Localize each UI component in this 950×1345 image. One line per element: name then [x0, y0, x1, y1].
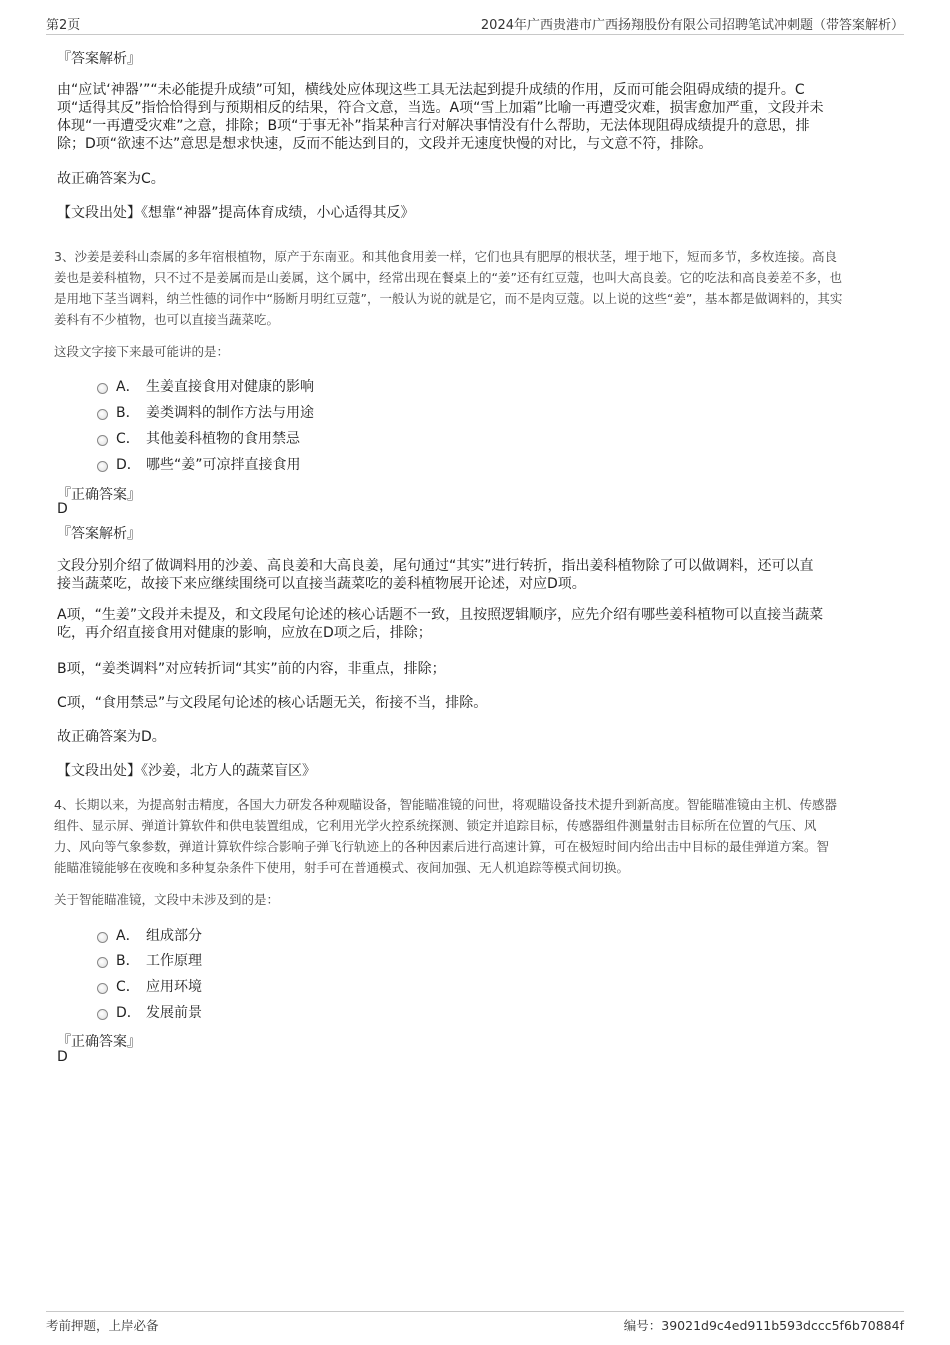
q3-analysis-para: C项，“食用禁忌”与文段尾句论述的核心话题无关，衔接不当，排除。	[57, 695, 488, 711]
radio-icon[interactable]	[97, 409, 108, 420]
q2-analysis-line: 由“应试‘神器’”“未必能提升成绩”可知，横线处应体现这些工具无法起到提升成绩的作用，反而可能会阻碍成绩的提升。C	[57, 82, 805, 98]
document-title: 2024年广西贵港市广西扬翔股份有限公司招聘笔试冲刺题（带答案解析）	[480, 18, 904, 33]
q4-answer-label: 『正确答案』	[57, 1034, 141, 1050]
q3-option-a[interactable]: A． 生姜直接食用对健康的影响	[97, 376, 314, 396]
q4-option-b[interactable]: B． 工作原理	[97, 950, 202, 970]
q2-analysis-line: 体现“一再遭受灾难”之意，排除；B项“于事无补”指某种言行对解决事情没有什么帮助，无法体现阻碍成绩提升的意思，排	[57, 118, 810, 134]
radio-icon[interactable]	[97, 383, 108, 394]
q2-analysis	[57, 81, 892, 153]
q4-answer: D	[57, 1049, 68, 1065]
radio-icon[interactable]	[97, 932, 108, 943]
footer-slogan: 考前押题，上岸必备	[46, 1318, 159, 1333]
q3-para-line: 吃，再介绍直接食用对健康的影响，应放在D项之后，排除；	[57, 625, 432, 641]
q3-analysis-para: B项，“姜类调料”对应转折词“其实”前的内容，非重点，排除；	[57, 661, 446, 677]
q3-conclusion: 故正确答案为D。	[57, 729, 166, 745]
q4-text-line: 4、长期以来，为提高射击精度，各国大力研发各种观瞄设备，智能瞄准镜的问世，将观瞄设备技术提升到新高度。智能瞄准镜由主机、传感器	[54, 797, 837, 812]
q3-para-line: A项，“生姜”文段并未提及，和文段尾句论述的核心话题不一致，且按照逻辑顺序，应先介绍有哪些姜科植物可以直接当蔬菜	[57, 607, 824, 623]
q3-para-line: 文段分别介绍了做调料用的沙姜、高良姜和大高良姜，尾句通过“其实”进行转折，指出姜科植物除了可以做调料，还可以直	[57, 558, 814, 574]
q3-option-c[interactable]: C． 其他姜科植物的食用禁忌	[97, 428, 300, 448]
q3-answer: D	[57, 501, 68, 517]
q3-text-line: 姜也是姜科植物，只不过不是姜属而是山姜属，这个属中，经常出现在餐桌上的“姜”还有红豆蔻，也叫大高良姜。它的吃法和高良姜差不多，也	[54, 270, 842, 285]
q2-analysis-line: 项“适得其反”指恰恰得到与预期相反的结果，符合文意，当选。A项“雪上加霜”比喻一再遭受灾难，损害愈加严重，文段并未	[57, 100, 824, 116]
q3-source: 【文段出处】《沙姜，北方人的蔬菜盲区》	[57, 763, 316, 779]
q3-text-line: 3、沙姜是姜科山柰属的多年宿根植物，原产于东南亚。和其他食用姜一样，它们也具有肥厚的根状茎，埋于地下，短而多节，多枚连接。高良	[54, 249, 837, 264]
q3-option-b[interactable]: B． 姜类调料的制作方法与用途	[97, 402, 314, 422]
q4-option-a[interactable]: A． 组成部分	[97, 925, 202, 945]
q3-para-line: 接当蔬菜吃，故接下来应继续围绕可以直接当蔬菜吃的姜科植物展开论述，对应D项。	[57, 576, 586, 592]
q3-text-line: 是用地下茎当调料，纳兰性德的词作中“肠断月明红豆蔻”，一般认为说的就是它，而不是肉豆蔻。以上说的这些“姜”，基本都是做调料的，其实	[54, 291, 843, 306]
q3-text-line: 姜科有不少植物，也可以直接当蔬菜吃。	[54, 312, 280, 327]
q3-answer-label: 『正确答案』	[57, 487, 141, 503]
page-header	[46, 14, 904, 35]
q4-text-line: 能瞄准镜能够在夜晚和多种复杂条件下使用，射手可在普通模式、夜间加强、无人机追踪等模式间切换。	[54, 860, 630, 875]
q3-analysis-para	[57, 557, 892, 593]
q2-analysis-line: 除；D项“欲速不达”意思是想求快速，反而不能达到目的，文段并无速度快慢的对比，与文意不符，排除。	[57, 136, 713, 152]
page-footer	[46, 1311, 904, 1334]
q4-prompt: 关于智能瞄准镜，文段中未涉及到的是：	[54, 892, 280, 907]
q3-analysis-para	[57, 606, 892, 642]
q4-text-line: 力、风向等气象参数，弹道计算软件综合影响子弹飞行轨迹上的各种因素后进行高速计算，可在极短时间内给出击中目标的最佳弹道方案。智	[54, 839, 830, 854]
document-code: 编号：39021d9c4ed911b593dccc5f6b70884f	[623, 1318, 904, 1333]
q3-analysis-label: 『答案解析』	[57, 526, 141, 542]
q4-option-c[interactable]: C． 应用环境	[97, 976, 202, 996]
q2-source: 【文段出处】《想靠“神器”提高体育成绩，小心适得其反》	[57, 205, 415, 221]
radio-icon[interactable]	[97, 1009, 108, 1020]
q3-question-text	[54, 246, 900, 330]
q2-analysis-label: 『答案解析』	[57, 51, 141, 67]
q3-prompt: 这段文字接下来最可能讲的是：	[54, 344, 230, 359]
radio-icon[interactable]	[97, 435, 108, 446]
q4-question-text	[54, 794, 900, 878]
q4-option-d[interactable]: D． 发展前景	[97, 1002, 202, 1022]
q3-option-d[interactable]: D． 哪些“姜”可凉拌直接食用	[97, 454, 301, 474]
radio-icon[interactable]	[97, 461, 108, 472]
page-number: 第2页	[46, 18, 81, 33]
radio-icon[interactable]	[97, 983, 108, 994]
radio-icon[interactable]	[97, 957, 108, 968]
q4-text-line: 组件、显示屏、弹道计算软件和供电装置组成，它利用光学火控系统探测、锁定并追踪目标，传感器组件测量射击目标所在位置的气压、风	[54, 818, 817, 833]
q2-conclusion: 故正确答案为C。	[57, 171, 165, 187]
